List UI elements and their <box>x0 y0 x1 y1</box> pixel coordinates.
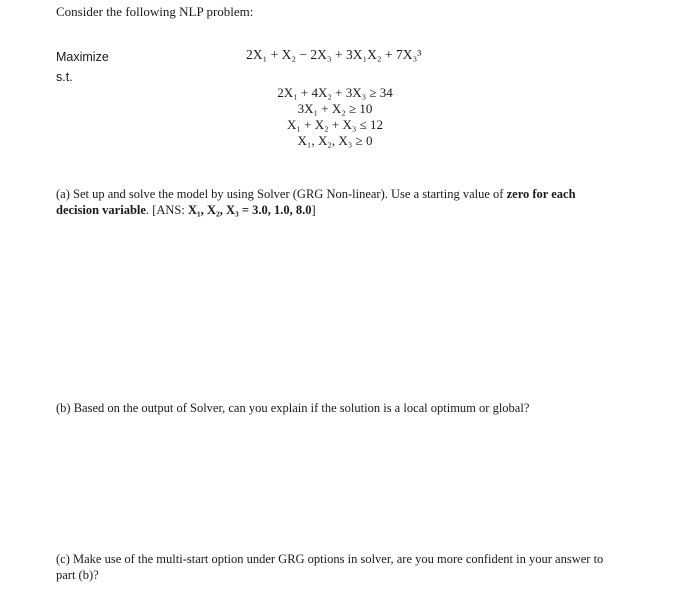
maximize-label: Maximize <box>56 50 109 64</box>
objective-function: 2X₁ + X₂ − 2X₃ + 3X₁X₂ + 7X₃³ <box>246 47 422 62</box>
question-a-answer: X₁, X₂, X₃ = 3.0, 1.0, 8.0 <box>187 203 312 217</box>
constraint-3: X₁ + X₂ + X₃ ≤ 12 <box>286 117 384 132</box>
question-c: (c) Make use of the multi-start option under GRG options in solver, are you more confident in your answer to part (b)? <box>56 552 604 582</box>
constraint-1: 2X₁ + 4X₂ + 3X₃ ≥ 34 <box>277 85 393 100</box>
question-a <box>56 186 616 218</box>
question-a-emphasis: zero for each decision variable <box>56 187 576 217</box>
question-a-text: (a) Set up and solve the model by using Solver (GRG Non-linear). Use a starting value of <box>56 187 507 201</box>
intro-text: Consider the following NLP problem: <box>56 4 254 19</box>
constraints-block <box>200 85 470 149</box>
subject-to-label: s.t. <box>56 70 73 84</box>
constraint-2: 3X₁ + X₂ ≥ 10 <box>297 101 373 116</box>
question-a-text-3: ] <box>311 203 316 217</box>
question-b: (b) Based on the output of Solver, can you explain if the solution is a local optimum or global? <box>56 401 530 415</box>
question-a-text-2: . [ANS: <box>145 203 188 217</box>
constraint-nonnegativity: X₁, X₂, X₃ ≥ 0 <box>297 133 373 148</box>
